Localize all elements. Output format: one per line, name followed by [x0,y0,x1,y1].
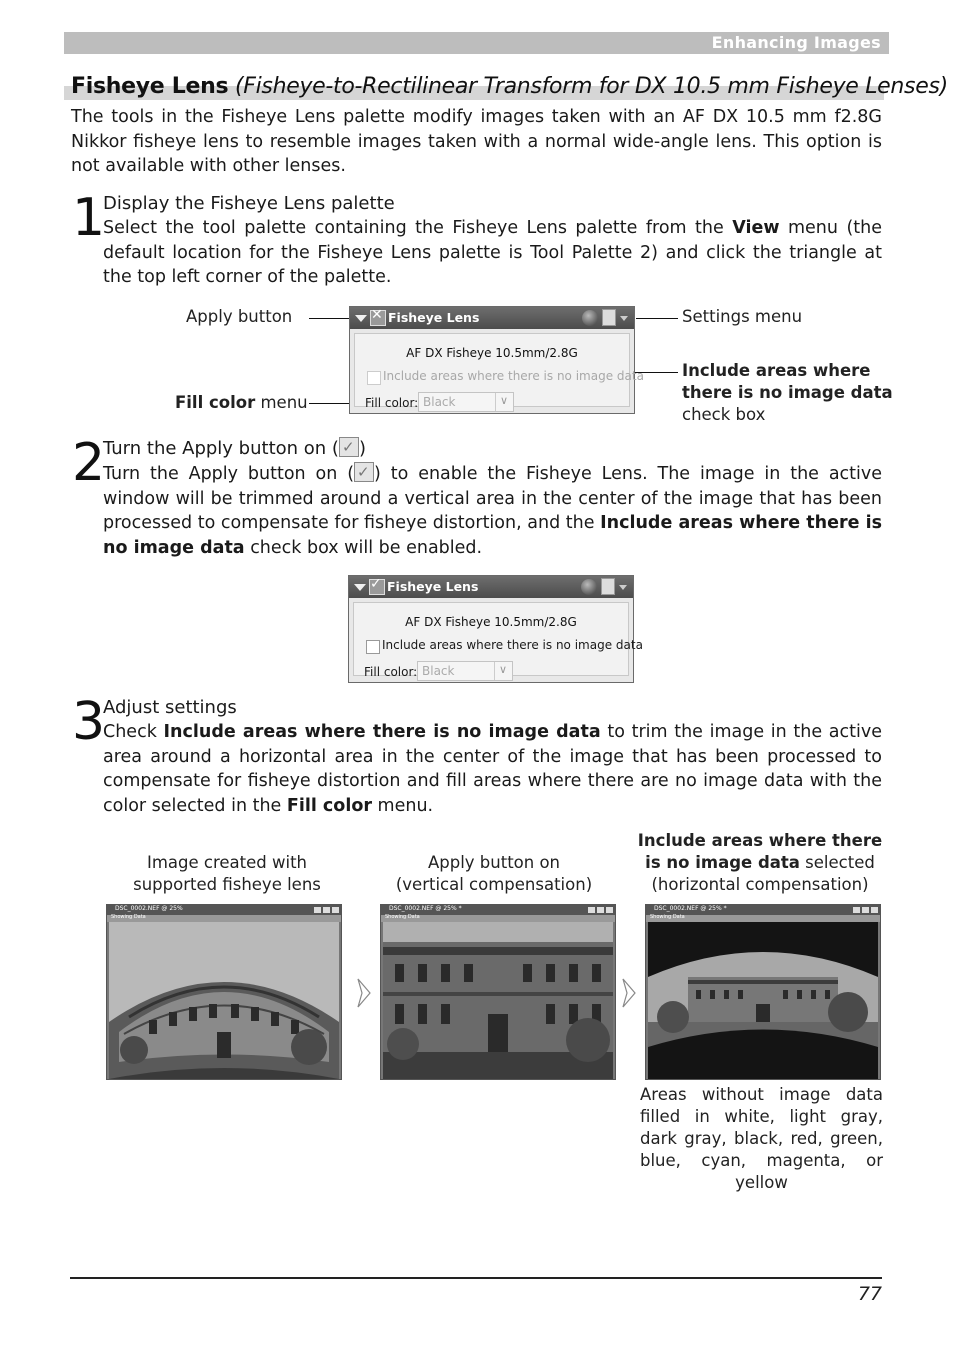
leader-line [636,318,678,319]
maximize-icon [597,907,604,913]
include-areas-checkbox[interactable] [367,371,381,385]
step-number-1: 1 [72,188,106,248]
fill-color-select[interactable]: Black ∨ [417,661,513,681]
screenshot-fisheye-original [106,904,342,1080]
screenshot-horizontal-compensation [645,904,881,1080]
horizontal-corrected-image [648,922,878,1079]
include-areas-label: Include areas where there is no image data [382,638,643,652]
window-subbar: Showing Data [381,915,615,922]
minimize-icon [314,907,321,913]
title-subtitle: (Fisheye-to-Rectilinear Transform for DX 10.5 mm Fisheye Lenses) [234,74,948,99]
include-areas-label: Include areas where there is no image data [383,369,644,383]
palette-titlebar [350,307,634,329]
window-titlebar: DSC_0002.NEF @ 25% * [646,905,880,915]
step-3-text: Check Include areas where there is no image data to trim the image in the active area around a horizontal area in the center of the image that has been processed to compensate for fisheye distortion and fill areas where there are no image data with the color selected in the Fill color menu. [103,722,882,816]
window-subbar: Showing Data [107,915,341,922]
palette-title: Fisheye Lens [387,579,479,594]
settings-menu-icon[interactable] [602,309,616,326]
label-fill-color-menu: Fill color menu [175,393,308,412]
include-areas-checkbox[interactable] [366,640,380,654]
fill-color-select[interactable]: Black ∨ [418,392,514,412]
palette-body [353,602,643,679]
x-icon: ✕ [371,307,383,323]
maximize-icon [323,907,330,913]
chevron-down-icon[interactable] [620,316,628,321]
title-main: Fisheye Lens [71,74,229,99]
label-apply-button: Apply button [186,307,293,326]
caption-horizontal: Include areas where there is no image data selected (horizontal compensation) [637,831,883,894]
palette-titlebar [349,576,633,598]
palette-body [354,333,644,410]
page-number: 77 [857,1283,882,1305]
minimize-icon [853,907,860,913]
step-number-3: 3 [72,692,106,752]
step-3-heading: Adjust settings [103,697,237,718]
fisheye-palette-on [348,575,643,683]
fill-color-label: Fill color: [364,665,418,679]
view-menu-name: View [732,218,780,238]
fisheye-palette-off [349,306,644,414]
page-title [71,74,948,99]
fisheye-building-image [109,922,339,1079]
window-titlebar: DSC_0002.NEF @ 25% * [381,905,615,915]
section-title: Enhancing Images [711,33,881,52]
intro-paragraph: The tools in the Fisheye Lens palette modify images taken with an AF DX 10.5 mm f2.8G Nikkor fisheye lens to resemble images taken with a normal wide-angle lens. This option is not available with other lenses. [71,107,882,176]
lens-name: AF DX Fisheye 10.5mm/2.8G [405,615,577,629]
step-2-heading: Turn the Apply button on ( ✓ ) [103,438,366,459]
lens-name: AF DX Fisheye 10.5mm/2.8G [406,346,578,360]
check-icon: ✓ [370,576,382,592]
step-1-text: Select the tool palette containing the Fisheye Lens palette from the View menu (the default location for the Fisheye Lens palette is Tool Palette 2) and click the triangle at the top left corner of the palette. [103,218,882,287]
arrow-right-icon [357,978,371,1008]
apply-on-icon: ✓ [354,462,374,482]
reset-ball-icon[interactable] [582,310,598,326]
close-icon [332,907,339,913]
arrow-right-icon [622,978,636,1008]
label-settings-menu: Settings menu [682,307,803,326]
step-number-2: 2 [72,433,106,493]
collapse-triangle-icon[interactable] [355,315,367,322]
apply-button[interactable] [370,307,386,326]
vertical-corrected-image [383,922,613,1079]
minimize-icon [588,907,595,913]
close-icon [606,907,613,913]
step-1-heading: Display the Fisheye Lens palette [103,193,395,214]
palette-title: Fisheye Lens [388,310,480,325]
section-header-bar [64,32,889,54]
settings-menu-icon[interactable] [601,578,615,595]
label-include-areas-checkbox: Include areas where there is no image data check box [682,361,893,424]
caption-fill-colors: Areas without image data filled in white, light gray, dark gray, black, red, green, blue, cyan, magenta, or yellow [640,1085,883,1192]
chevron-down-icon [494,662,512,680]
close-icon [871,907,878,913]
caption-vertical: Apply button on (vertical compensation) [395,853,593,894]
step-2-text: Turn the Apply button on ( ✓ ) to enable the Fisheye Lens. The image in the active window will be trimmed around a vertical area in the center of the image that has been processed to compensate for fisheye distortion, and the Include areas where there is no image data check box will be enabled. [103,463,883,558]
reset-ball-icon[interactable] [581,579,597,595]
apply-on-icon: ✓ [339,437,359,457]
footer-rule [70,1277,882,1279]
collapse-triangle-icon[interactable] [354,584,366,591]
window-titlebar: DSC_0002.NEF @ 25% [107,905,341,915]
chevron-down-icon [495,393,513,411]
maximize-icon [862,907,869,913]
apply-button[interactable] [369,576,385,595]
window-subbar: Showing Data [646,915,880,922]
fill-color-label: Fill color: [365,396,419,410]
chevron-down-icon[interactable] [619,585,627,590]
caption-original: Image created with supported fisheye lens [133,853,321,894]
screenshot-vertical-compensation [380,904,616,1080]
